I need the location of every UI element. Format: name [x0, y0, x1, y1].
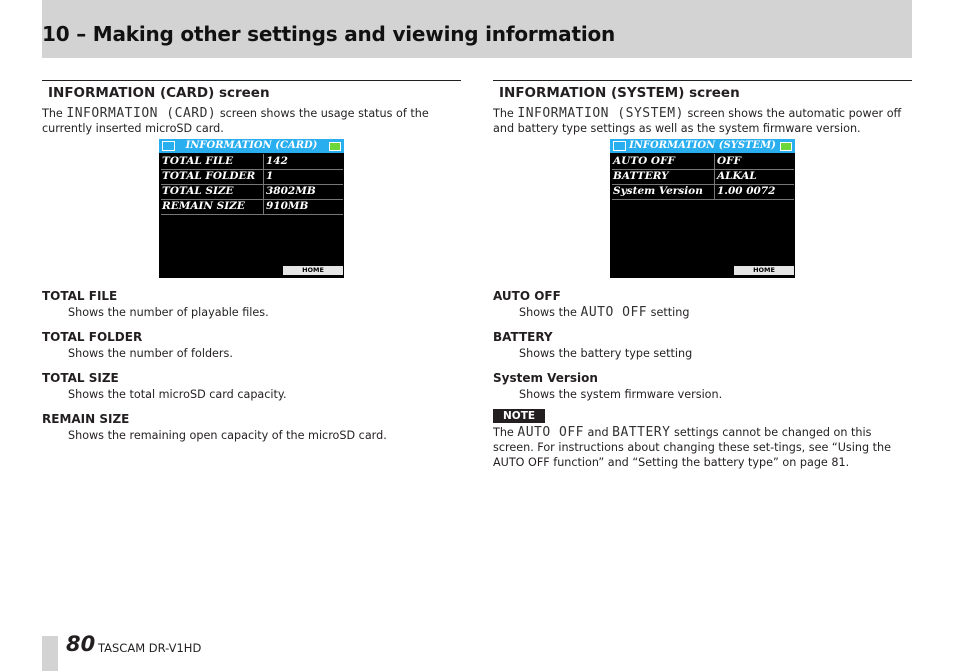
screen-row [161, 184, 343, 200]
desc-total-folder: Shows the number of folders. [68, 347, 233, 360]
section-rule [42, 80, 461, 81]
row-value: 1.00 0072 [717, 185, 776, 197]
row-key: BATTERY [613, 170, 669, 182]
row-key: TOTAL FOLDER [162, 170, 256, 182]
term-auto-off: AUTO OFF [493, 289, 561, 303]
row-divider [263, 154, 264, 169]
intro-text [42, 107, 461, 136]
battery-icon [329, 142, 341, 151]
note-mono-battery: BATTERY [612, 425, 671, 440]
desc-total-file: Shows the number of playable files. [68, 306, 269, 319]
row-value: 3802MB [266, 185, 316, 197]
screen-title: INFORMATION (SYSTEM) [629, 140, 776, 151]
row-divider [714, 184, 715, 199]
desc-battery: Shows the battery type setting [519, 347, 693, 360]
row-key: TOTAL SIZE [162, 185, 234, 197]
intro-pre: The [42, 107, 67, 120]
card-info-column [42, 80, 461, 443]
intro-mono: INFORMATION (SYSTEM) [517, 106, 684, 121]
note-badge: NOTE [493, 409, 545, 423]
card-info-screen [159, 139, 344, 278]
note-post: settings cannot be changed on this screen. For instructions about changing these set-tings, see “Using the AUTO OFF function” and “Setting the battery type” on page 81. [493, 426, 891, 469]
row-key: REMAIN SIZE [162, 200, 245, 212]
row-divider [263, 199, 264, 214]
home-button[interactable]: HOME [734, 266, 794, 275]
intro-mono: INFORMATION (CARD) [66, 106, 217, 121]
row-key: System Version [613, 185, 703, 197]
section-title: INFORMATION (CARD) screen [48, 85, 270, 101]
row-divider [263, 169, 264, 184]
term-total-folder: TOTAL FOLDER [42, 330, 143, 344]
term-system-version: System Version [493, 371, 598, 385]
row-value: 142 [266, 155, 288, 167]
screen-title: INFORMATION (CARD) [185, 140, 318, 151]
row-value: 1 [266, 170, 274, 182]
page-title: 10 – Making other settings and viewing information [42, 22, 616, 46]
screen-row [161, 169, 343, 185]
note-text [493, 425, 912, 470]
term-remain-size: REMAIN SIZE [42, 412, 130, 426]
intro-post: screen shows the automatic power off and battery type settings as well as the system firmware version. [493, 107, 902, 135]
system-info-column [493, 80, 912, 470]
row-value: OFF [717, 155, 742, 167]
desc-post: setting [647, 306, 690, 319]
term-battery: BATTERY [493, 330, 553, 344]
row-value: 910MB [266, 200, 309, 212]
screen-row [612, 184, 794, 200]
desc-system-version: Shows the system firmware version. [519, 388, 723, 401]
row-value: ALKAL [717, 170, 757, 182]
term-total-size: TOTAL SIZE [42, 371, 119, 385]
row-divider [714, 169, 715, 184]
note-mid: and [584, 426, 613, 439]
screen-row [612, 154, 794, 170]
screen-row [161, 199, 343, 215]
intro-post: screen shows the usage status of the currently inserted microSD card. [42, 107, 429, 135]
desc-remain-size: Shows the remaining open capacity of the microSD card. [68, 429, 387, 442]
intro-text [493, 107, 912, 136]
screen-row [161, 154, 343, 170]
system-info-screen [610, 139, 795, 278]
note-mono-auto-off: AUTO OFF [517, 425, 584, 440]
row-divider [263, 184, 264, 199]
home-button[interactable]: HOME [283, 266, 343, 275]
row-key: AUTO OFF [613, 155, 675, 167]
section-rule [493, 80, 912, 81]
row-key: TOTAL FILE [162, 155, 234, 167]
battery-icon [780, 142, 792, 151]
note-pre: The [493, 426, 518, 439]
desc-auto-off [519, 306, 912, 320]
page-header [42, 0, 912, 58]
term-total-file: TOTAL FILE [42, 289, 118, 303]
screen-row [612, 169, 794, 185]
intro-pre: The [493, 107, 518, 120]
desc-pre: Shows the [519, 306, 581, 319]
desc-total-size: Shows the total microSD card capacity. [68, 388, 287, 401]
row-divider [714, 154, 715, 169]
desc-mono: AUTO OFF [580, 305, 648, 320]
page-number: 80 [66, 632, 96, 656]
section-title: INFORMATION (SYSTEM) screen [499, 85, 740, 101]
model-name: TASCAM DR-V1HD [98, 641, 202, 655]
footer-bar [42, 636, 58, 671]
